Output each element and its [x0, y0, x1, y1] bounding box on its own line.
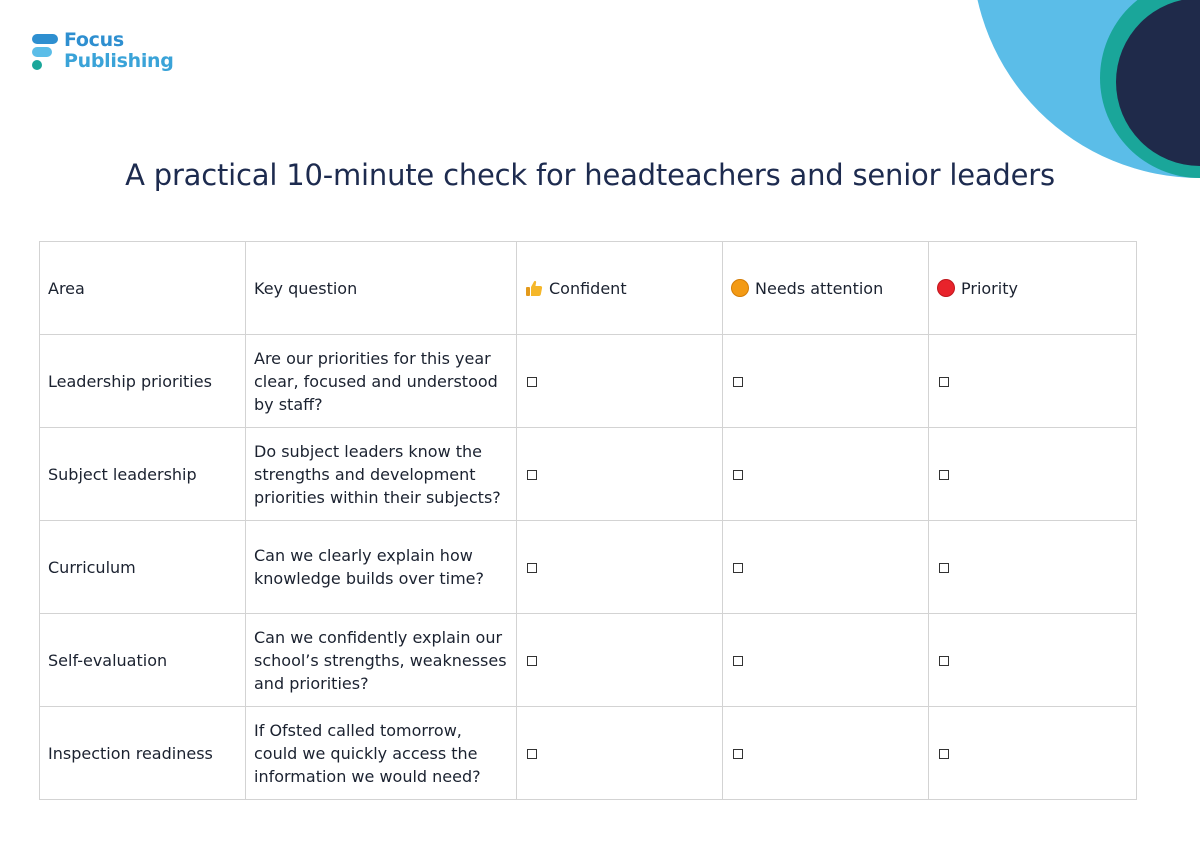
needs-attention-cell — [723, 614, 929, 707]
priority-checkbox[interactable] — [939, 656, 949, 666]
logo-line-2: Publishing — [64, 50, 174, 72]
header-area: Area — [40, 242, 246, 335]
needs-attention-cell — [723, 335, 929, 428]
table-row — [40, 614, 1137, 707]
header-priority — [929, 242, 1137, 335]
header-priority-label: Priority — [961, 278, 1018, 298]
needs-attention-checkbox[interactable] — [733, 656, 743, 666]
orange-circle-icon — [731, 279, 749, 297]
thumbs-up-icon — [525, 279, 543, 297]
confident-cell — [517, 335, 723, 428]
needs-attention-checkbox[interactable] — [733, 563, 743, 573]
confident-checkbox[interactable] — [527, 470, 537, 480]
needs-attention-cell — [723, 428, 929, 521]
table-row — [40, 521, 1137, 614]
header-key-question: Key question — [246, 242, 517, 335]
area-cell: Inspection readiness — [40, 707, 246, 800]
logo-text — [64, 30, 174, 72]
question-cell: Can we confidently explain our school’s strengths, weaknesses and priorities? — [246, 614, 517, 707]
priority-cell — [929, 335, 1137, 428]
table-row — [40, 707, 1137, 800]
priority-checkbox[interactable] — [939, 563, 949, 573]
area-cell: Self-evaluation — [40, 614, 246, 707]
area-cell: Subject leadership — [40, 428, 246, 521]
needs-attention-cell — [723, 521, 929, 614]
red-circle-icon — [937, 279, 955, 297]
question-cell: Can we clearly explain how knowledge builds over time? — [246, 521, 517, 614]
question-cell: Do subject leaders know the strengths and development priorities within their subjects? — [246, 428, 517, 521]
area-cell: Curriculum — [40, 521, 246, 614]
header-confident — [517, 242, 723, 335]
confident-cell — [517, 428, 723, 521]
priority-cell — [929, 521, 1137, 614]
needs-attention-checkbox[interactable] — [733, 470, 743, 480]
focus-publishing-logo — [32, 30, 182, 76]
priority-cell — [929, 707, 1137, 800]
confident-checkbox[interactable] — [527, 563, 537, 573]
header-needs-attention — [723, 242, 929, 335]
needs-attention-checkbox[interactable] — [733, 377, 743, 387]
question-cell: If Ofsted called tomorrow, could we quickly access the information we would need? — [246, 707, 517, 800]
question-cell: Are our priorities for this year clear, focused and understood by staff? — [246, 335, 517, 428]
confident-cell — [517, 521, 723, 614]
logo-mark-icon — [32, 32, 60, 72]
logo-line-1: Focus — [64, 29, 124, 51]
page-title: A practical 10-minute check for headteachers and senior leaders — [125, 158, 1055, 192]
area-cell: Leadership priorities — [40, 335, 246, 428]
header-confident-label: Confident — [549, 278, 627, 298]
needs-attention-cell — [723, 707, 929, 800]
check-table — [39, 241, 1137, 800]
priority-checkbox[interactable] — [939, 470, 949, 480]
table-header-row — [40, 242, 1137, 335]
priority-cell — [929, 428, 1137, 521]
priority-checkbox[interactable] — [939, 377, 949, 387]
table-row — [40, 428, 1137, 521]
confident-cell — [517, 707, 723, 800]
confident-checkbox[interactable] — [527, 656, 537, 666]
needs-attention-checkbox[interactable] — [733, 749, 743, 759]
priority-cell — [929, 614, 1137, 707]
confident-checkbox[interactable] — [527, 377, 537, 387]
header-needs-attention-label: Needs attention — [755, 278, 884, 298]
confident-cell — [517, 614, 723, 707]
confident-checkbox[interactable] — [527, 749, 537, 759]
table-row — [40, 335, 1137, 428]
priority-checkbox[interactable] — [939, 749, 949, 759]
